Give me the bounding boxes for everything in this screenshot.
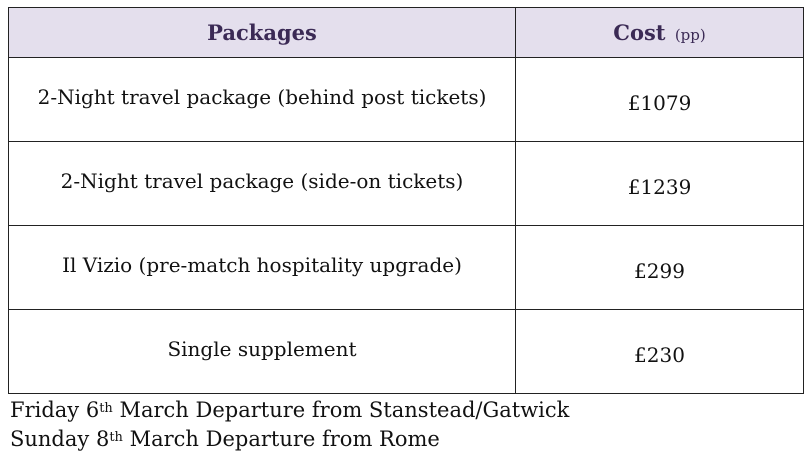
packages-header (9, 8, 516, 58)
table-row (9, 226, 804, 310)
packages-header-label: Packages (207, 20, 317, 45)
departure-return-text: March Departure from Rome (122, 427, 440, 451)
departure-return-day: Sunday 8 (10, 427, 110, 451)
package-name-cell: Single supplement (9, 310, 516, 394)
packages-table (8, 7, 804, 394)
cost-header (516, 8, 804, 58)
package-cost-cell: £1239 (516, 142, 804, 226)
package-cost-cell: £1079 (516, 58, 804, 142)
cost-unit-label: (pp) (674, 26, 706, 44)
ordinal-suffix: th (109, 430, 123, 445)
table-row (9, 142, 804, 226)
package-name-cell: 2-Night travel package (behind post tickets) (9, 58, 516, 142)
package-name-cell: 2-Night travel package (side-on tickets) (9, 142, 516, 226)
departure-line-return (10, 425, 569, 454)
departure-outbound-day: Friday 6 (10, 398, 100, 422)
departure-notes (10, 396, 569, 454)
table-row (9, 58, 804, 142)
table-header-row (9, 8, 804, 58)
table-row (9, 310, 804, 394)
package-cost-cell: £230 (516, 310, 804, 394)
package-cost-cell: £299 (516, 226, 804, 310)
departure-outbound-text: March Departure from Stanstead/Gatwick (112, 398, 570, 422)
cost-header-label: Cost (613, 20, 666, 45)
package-name-cell: Il Vizio (pre-match hospitality upgrade) (9, 226, 516, 310)
departure-line-outbound (10, 396, 569, 425)
ordinal-suffix: th (99, 401, 113, 416)
